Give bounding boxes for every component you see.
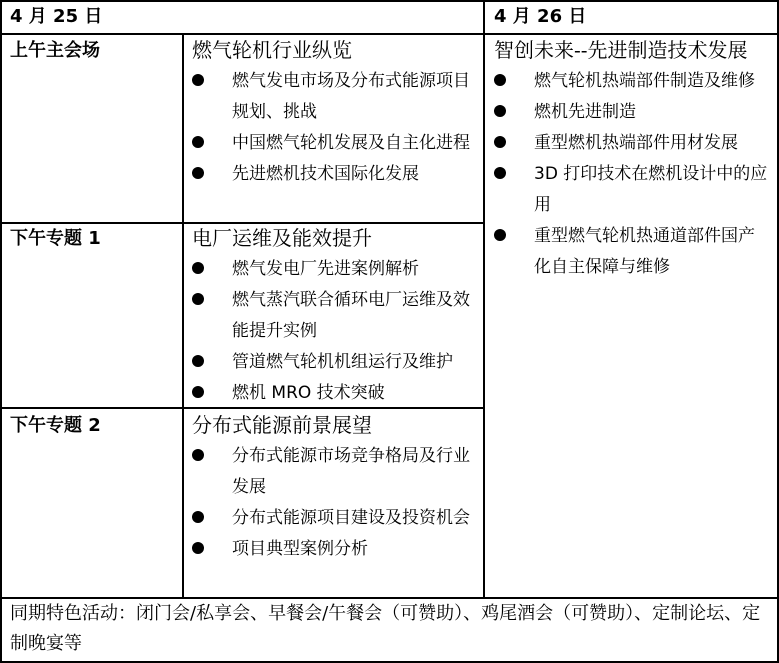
list-item: 项目典型案例分析 bbox=[192, 534, 476, 565]
bullet-list-morning bbox=[192, 66, 476, 190]
bullet-icon bbox=[192, 386, 204, 398]
bullet-icon bbox=[192, 74, 204, 86]
session-label-afternoon-1: 下午专题 1 bbox=[10, 228, 101, 249]
header-divider bbox=[0, 33, 779, 35]
bullet-list-afternoon-2 bbox=[192, 441, 476, 565]
list-item: 分布式能源市场竞争格局及行业发展 bbox=[192, 441, 476, 503]
bullet-icon bbox=[494, 167, 506, 179]
list-item: 管道燃气轮机机组运行及维护 bbox=[192, 347, 476, 378]
topic-afternoon-1: 电厂运维及能效提升 bbox=[192, 226, 372, 250]
bullet-icon bbox=[494, 105, 506, 117]
topic-morning: 燃气轮机行业纵览 bbox=[192, 38, 352, 62]
day-column-divider bbox=[483, 0, 485, 599]
list-item: 先进燃机技术国际化发展 bbox=[192, 159, 476, 190]
session-label-afternoon-2: 下午专题 2 bbox=[10, 415, 101, 436]
bullet-list-afternoon-1 bbox=[192, 254, 476, 409]
bullet-icon bbox=[192, 542, 204, 554]
list-item: 燃气轮机热端部件制造及维修 bbox=[494, 66, 770, 97]
session-column-divider bbox=[182, 33, 184, 599]
bullet-icon bbox=[192, 293, 204, 305]
list-item: 燃机先进制造 bbox=[494, 97, 770, 128]
list-item: 重型燃气轮机热通道部件国产化自主保障与维修 bbox=[494, 221, 770, 283]
list-item: 分布式能源项目建设及投资机会 bbox=[192, 503, 476, 534]
topic-day2: 智创未来--先进制造技术发展 bbox=[494, 38, 748, 62]
table-border-top bbox=[0, 0, 779, 2]
footer-note: 同期特色活动：闭门会/私享会、早餐会/午餐会（可赞助）、鸡尾酒会（可赞助）、定制论坛、定制晚宴等 bbox=[10, 603, 761, 654]
bullet-icon bbox=[192, 449, 204, 461]
bullet-icon bbox=[192, 136, 204, 148]
bullet-icon bbox=[494, 74, 506, 86]
list-item: 燃机 MRO 技术突破 bbox=[192, 378, 476, 409]
session-label-morning: 上午主会场 bbox=[10, 40, 100, 61]
bullet-icon bbox=[192, 511, 204, 523]
day2-header: 4 月 26 日 bbox=[494, 6, 587, 27]
list-item: 燃气发电厂先进案例解析 bbox=[192, 254, 476, 285]
bullet-list-day2 bbox=[494, 66, 770, 283]
bullet-icon bbox=[494, 229, 506, 241]
bullet-icon bbox=[192, 355, 204, 367]
bullet-icon bbox=[192, 262, 204, 274]
list-item: 燃气发电市场及分布式能源项目规划、挑战 bbox=[192, 66, 476, 128]
topic-afternoon-2: 分布式能源前景展望 bbox=[192, 413, 372, 437]
list-item: 重型燃机热端部件用材发展 bbox=[494, 128, 770, 159]
day1-header: 4 月 25 日 bbox=[10, 6, 103, 27]
bullet-icon bbox=[192, 167, 204, 179]
list-item: 3D 打印技术在燃机设计中的应用 bbox=[494, 159, 770, 221]
list-item: 燃气蒸汽联合循环电厂运维及效能提升实例 bbox=[192, 285, 476, 347]
table-border-left bbox=[0, 0, 2, 663]
list-item: 中国燃气轮机发展及自主化进程 bbox=[192, 128, 476, 159]
bullet-icon bbox=[494, 136, 506, 148]
